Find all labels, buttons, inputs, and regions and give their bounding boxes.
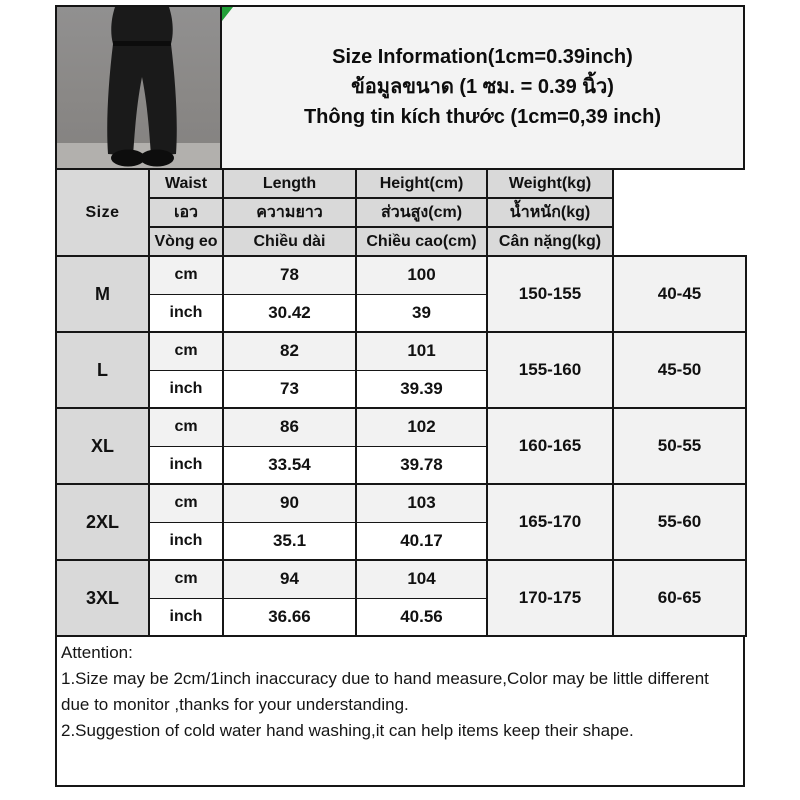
header-length-en: Length (223, 169, 356, 198)
header-waist-th: เอว (149, 198, 223, 227)
unit-cm-cell: cm (149, 484, 223, 522)
header-height-en: Height(cm) (356, 169, 487, 198)
length-inch-value: 39 (356, 294, 487, 332)
size-label-m: M (56, 256, 149, 332)
height-range: 150-155 (487, 256, 613, 332)
length-cm-value: 101 (356, 332, 487, 370)
attention-note-2: 2.Suggestion of cold water hand washing,it can help items keep their shape. (61, 721, 634, 740)
waist-cm-value: 78 (223, 256, 356, 294)
length-inch-value: 39.39 (356, 370, 487, 408)
row-2xl-cm (56, 484, 746, 522)
attention-heading: Attention: (61, 643, 133, 662)
header-waist-vi: Vòng eo (149, 227, 223, 256)
header-weight-en: Weight(kg) (487, 169, 613, 198)
attention-note-1: 1.Size may be 2cm/1inch inaccuracy due to hand measure,Color may be little different due to monitor ,thanks for your understanding. (61, 669, 709, 714)
size-table (55, 168, 747, 637)
title-thai: ข้อมูลขนาด (1 ซม. = 0.39 นิ้ว) (351, 76, 614, 98)
waist-cm-value: 82 (223, 332, 356, 370)
size-label-l: L (56, 332, 149, 408)
unit-inch-cell: inch (149, 598, 223, 636)
height-range: 170-175 (487, 560, 613, 636)
header-height-vi: Chiều cao(cm) (356, 227, 487, 256)
waist-cm-value: 86 (223, 408, 356, 446)
length-cm-value: 103 (356, 484, 487, 522)
length-cm-value: 102 (356, 408, 487, 446)
unit-cm-cell: cm (149, 332, 223, 370)
length-cm-value: 100 (356, 256, 487, 294)
header-waist-en: Waist (149, 169, 223, 198)
title-english: Size Information(1cm=0.39inch) (332, 46, 633, 68)
unit-cm-cell: cm (149, 560, 223, 598)
unit-cm-cell: cm (149, 256, 223, 294)
header-row-vietnamese (56, 227, 746, 256)
unit-inch-cell: inch (149, 370, 223, 408)
waist-inch-value: 36.66 (223, 598, 356, 636)
header-weight-th: น้ำหนัก(kg) (487, 198, 613, 227)
size-label-xl: XL (56, 408, 149, 484)
header-height-th: ส่วนสูง(cm) (356, 198, 487, 227)
height-range: 155-160 (487, 332, 613, 408)
top-section (55, 5, 745, 170)
row-l-cm (56, 332, 746, 370)
height-range: 160-165 (487, 408, 613, 484)
weight-range: 60-65 (613, 560, 746, 636)
header-weight-vi: Cân nặng(kg) (487, 227, 613, 256)
weight-range: 45-50 (613, 332, 746, 408)
weight-range: 50-55 (613, 408, 746, 484)
length-inch-value: 40.17 (356, 522, 487, 560)
size-chart-content (55, 5, 745, 787)
waist-inch-value: 35.1 (223, 522, 356, 560)
header-row-english (56, 169, 746, 198)
size-label-3xl: 3XL (56, 560, 149, 636)
unit-inch-cell: inch (149, 522, 223, 560)
length-inch-value: 39.78 (356, 446, 487, 484)
waist-inch-value: 30.42 (223, 294, 356, 332)
title-box (222, 5, 745, 170)
size-label-2xl: 2XL (56, 484, 149, 560)
unit-inch-cell: inch (149, 294, 223, 332)
weight-range: 55-60 (613, 484, 746, 560)
row-m-cm (56, 256, 746, 294)
model-silhouette-figure (57, 7, 220, 168)
title-vietnamese: Thông tin kích thước (1cm=0,39 inch) (303, 106, 662, 128)
unit-inch-cell: inch (149, 446, 223, 484)
header-length-th: ความยาว (223, 198, 356, 227)
row-xl-cm (56, 408, 746, 446)
attention-box (55, 635, 745, 787)
unit-cm-cell: cm (149, 408, 223, 446)
header-length-vi: Chiều dài (223, 227, 356, 256)
size-header-cell: Size (56, 169, 149, 256)
waist-inch-value: 73 (223, 370, 356, 408)
length-cm-value: 104 (356, 560, 487, 598)
waist-cm-value: 90 (223, 484, 356, 522)
header-row-thai (56, 198, 746, 227)
length-inch-value: 40.56 (356, 598, 487, 636)
waist-inch-value: 33.54 (223, 446, 356, 484)
weight-range: 40-45 (613, 256, 746, 332)
height-range: 165-170 (487, 484, 613, 560)
product-photo (55, 5, 222, 170)
row-3xl-cm (56, 560, 746, 598)
waist-cm-value: 94 (223, 560, 356, 598)
